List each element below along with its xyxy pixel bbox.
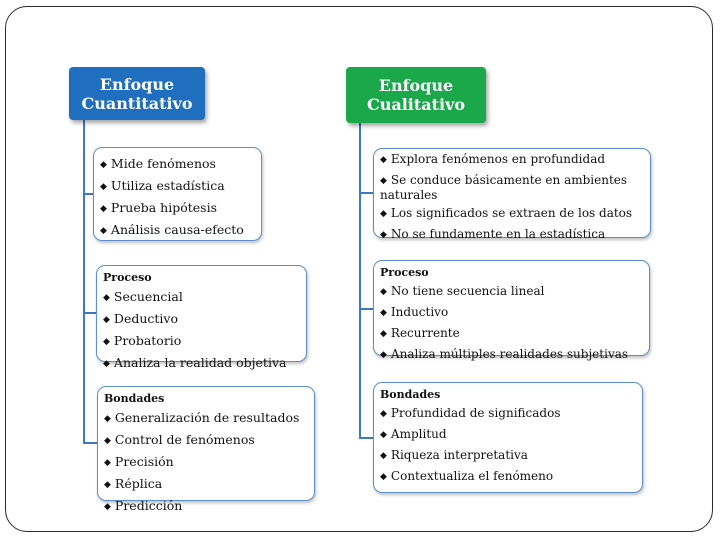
diamond-bullet-icon: ◆ — [104, 502, 111, 512]
list-item: ◆ Inductivo — [380, 305, 449, 319]
left-box3-list — [104, 408, 308, 518]
diamond-bullet-icon: ◆ — [380, 430, 387, 440]
list-item: ◆ Riqueza interpretativa — [380, 448, 528, 462]
diamond-bullet-icon: ◆ — [380, 308, 387, 318]
diamond-bullet-icon: ◆ — [380, 329, 387, 339]
list-item: ◆ Los significados se extraen de los datos — [380, 206, 633, 220]
diamond-bullet-icon: ◆ — [380, 176, 387, 186]
right-box2-list — [380, 282, 643, 366]
diamond-bullet-icon: ◆ — [100, 182, 107, 192]
list-item: ◆ Probatorio — [103, 333, 182, 348]
right-box-bondades — [373, 382, 643, 493]
list-item: ◆ No se fundamente en la estadística — [380, 227, 606, 241]
left-box2-title: Proceso — [103, 271, 152, 284]
diamond-bullet-icon: ◆ — [380, 350, 387, 360]
right-box-characteristics — [373, 148, 651, 241]
diamond-bullet-icon: ◆ — [100, 226, 107, 236]
list-item: ◆ No tiene secuencia lineal — [380, 284, 545, 298]
left-header: Enfoque Cuantitativo — [69, 67, 205, 120]
diamond-bullet-icon: ◆ — [103, 359, 110, 369]
list-item: ◆ Analiza múltiples realidades subjetivas — [380, 347, 629, 361]
list-item: ◆ Prueba hipótesis — [100, 200, 218, 215]
list-item: ◆ Deductivo — [103, 311, 179, 326]
diamond-bullet-icon: ◆ — [103, 293, 110, 303]
left-box1-list — [100, 154, 255, 242]
diamond-bullet-icon: ◆ — [380, 472, 387, 482]
right-box2-title: Proceso — [380, 266, 429, 279]
list-item: ◆ Se conduce básicamente en ambientes naturales — [380, 173, 628, 202]
list-item: ◆ Secuencial — [103, 289, 183, 304]
diamond-bullet-icon: ◆ — [380, 209, 387, 219]
left-box3-title: Bondades — [104, 392, 165, 405]
right-box-proceso — [373, 260, 650, 361]
diamond-bullet-icon: ◆ — [104, 458, 111, 468]
right-box3-title: Bondades — [380, 388, 441, 401]
list-item: ◆ Profundidad de significados — [380, 406, 561, 420]
list-item: ◆ Análisis causa-efecto — [100, 222, 244, 237]
diamond-bullet-icon: ◆ — [104, 436, 111, 446]
left-box-characteristics — [93, 147, 262, 241]
list-item: ◆ Recurrente — [380, 326, 460, 340]
list-item: ◆ Mide fenómenos — [100, 156, 216, 171]
list-item: ◆ Analiza la realidad objetiva — [103, 355, 287, 370]
list-item: ◆ Contextualiza el fenómeno — [380, 469, 554, 483]
list-item: ◆ Predicción — [104, 498, 183, 513]
left-connector-vertical — [83, 120, 85, 443]
right-header: Enfoque Cualitativo — [346, 67, 486, 123]
list-item: ◆ Precisión — [104, 454, 174, 469]
right-box1-list — [380, 150, 644, 246]
list-item: ◆ Utiliza estadística — [100, 178, 225, 193]
diamond-bullet-icon: ◆ — [103, 337, 110, 347]
left-box2-list — [103, 287, 300, 375]
right-connector-branch-1 — [359, 192, 373, 194]
diamond-bullet-icon: ◆ — [100, 204, 107, 214]
diamond-bullet-icon: ◆ — [380, 287, 387, 297]
diamond-bullet-icon: ◆ — [380, 409, 387, 419]
diamond-bullet-icon: ◆ — [380, 451, 387, 461]
list-item: ◆ Explora fenómenos en profundidad — [380, 152, 606, 166]
list-item: ◆ Réplica — [104, 476, 163, 491]
right-connector-vertical — [359, 123, 361, 438]
right-box3-list — [380, 404, 636, 488]
right-connector-branch-3 — [359, 437, 373, 439]
diamond-bullet-icon: ◆ — [104, 480, 111, 490]
diamond-bullet-icon: ◆ — [100, 160, 107, 170]
left-connector-branch-2 — [83, 312, 96, 314]
left-connector-branch-3 — [83, 442, 97, 444]
diamond-bullet-icon: ◆ — [104, 414, 111, 424]
right-connector-branch-2 — [359, 308, 373, 310]
list-item: ◆ Control de fenómenos — [104, 432, 255, 447]
list-item: ◆ Amplitud — [380, 427, 447, 441]
diamond-bullet-icon: ◆ — [103, 315, 110, 325]
left-box-bondades — [97, 386, 315, 513]
list-item: ◆ Generalización de resultados — [104, 410, 300, 425]
diamond-bullet-icon: ◆ — [380, 155, 387, 165]
left-box-proceso — [96, 265, 307, 370]
diamond-bullet-icon: ◆ — [380, 230, 387, 240]
